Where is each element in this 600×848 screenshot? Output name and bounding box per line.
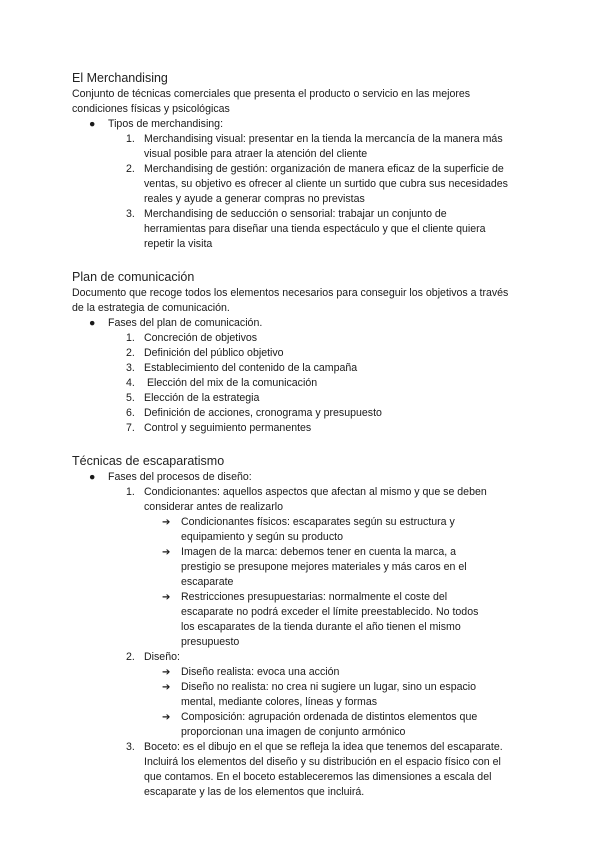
list-item: 2. Diseño: ➔ Diseño realista: evoca una acción ➔ Diseño no realista: no crea ni sugiere un lugar, sino un espacio mental, mediante colores, líneas y formas ➔ Composición: agrupación ordenada de distintos elementos que proporcionan una imagen de conjunto armónico [108, 650, 508, 740]
bullet-label: Tipos de merchandising: [108, 118, 224, 130]
sub-list-item: ➔ Composición: agrupación ordenada de distintos elementos que proporcionan una imagen de conjunto armónico [162, 711, 478, 738]
bullet-item [72, 316, 532, 436]
bullet-item [72, 117, 532, 252]
list-item: 7. Control y seguimiento permanentes [126, 422, 312, 434]
section-title: Plan de comunicación [72, 270, 195, 284]
bullet-dot-icon: ● [89, 317, 96, 329]
sub-list-item: ➔ Diseño no realista: no crea ni sugiere un lugar, sino un espacio mental, mediante colores, líneas y formas [162, 681, 477, 708]
list-item: 6. Definición de acciones, cronograma y presupuesto [126, 407, 382, 419]
sub-list-item: ➔ Condicionantes físicos: escaparates según su estructura y equipamiento y según su producto [162, 516, 455, 543]
bullet-item [72, 470, 532, 800]
arrow-right-icon: ➔ [162, 712, 171, 723]
section-intro: Conjunto de técnicas comerciales que presenta el producto o servicio en las mejores condiciones físicas y psicológicas [72, 88, 471, 115]
list-item: 3. Establecimiento del contenido de la campaña [126, 362, 358, 374]
arrow-right-icon: ➔ [162, 547, 171, 558]
list-item: 2. Merchandising de gestión: organización de manera eficaz de la superficie de ventas, su objetivo es ofrecer al cliente un surtido que cubra sus necesidades reales y ayude a generar compras no previstas [126, 163, 508, 205]
arrow-right-icon: ➔ [162, 592, 171, 603]
section-merchandising [72, 70, 532, 252]
list-item: 1. Merchandising visual: presentar en la tienda la mercancía de la manera más visual posible para atraer la atención del cliente [126, 133, 503, 160]
sub-list-item: ➔ Imagen de la marca: debemos tener en cuenta la marca, a prestigio se presupone mejores materiales y más caros en el escaparate [162, 546, 467, 588]
list-item: 1. Concreción de objetivos [126, 332, 258, 344]
arrow-right-icon: ➔ [162, 682, 171, 693]
section-title: Técnicas de escaparatismo [72, 454, 225, 468]
section-escaparatismo [72, 453, 532, 800]
list-item: 3. Merchandising de seducción o sensorial: trabajar un conjunto de herramientas para diseñar una tienda espectáculo y que el cliente quiera repetir la visita [126, 208, 486, 250]
sub-list-item: ➔ Restricciones presupuestarias: normalmente el coste del escaparate no podrá exceder el límite preestablecido. No todos los escaparates de la tienda durante el año tienen el mismo presupuesto [162, 591, 479, 648]
document-page [72, 70, 532, 800]
arrow-right-icon: ➔ [162, 517, 171, 528]
section-plan-comunicacion [72, 269, 532, 436]
bullet-label: Fases del procesos de diseño: [108, 471, 252, 483]
bullet-dot-icon: ● [89, 118, 96, 130]
section-title: El Merchandising [72, 71, 168, 85]
list-item: 5. Elección de la estrategia [126, 392, 260, 404]
sub-list-item: ➔ Diseño realista: evoca una acción [162, 666, 340, 678]
list-item: 1. Condicionantes: aquellos aspectos que afectan al mismo y que se deben considerar antes de realizarlo ➔ Condicionantes físicos: escaparates según su estructura y equipamiento y según su producto ➔ Imagen de la marca: debemos tener en cuenta la marca, a prestigio se presupone mejores materiales y más caros en el escaparate ➔ Restricciones presupuestarias: normalmente el coste del escaparate no podrá exceder el límite preestablecido. No todos los escaparates de la tienda durante el año tienen el mismo presupuesto [108, 485, 508, 650]
list-item: 3. Boceto: es el dibujo en el que se refleja la idea que tenemos del escaparate. Incluirá los elementos del diseño y su distribución en el espacio físico con el que contamos. En el boceto estableceremos las dimensiones a escala del escaparate y las de los elementos que incluirá. [126, 741, 503, 798]
section-intro: Documento que recoge todos los elementos necesarios para conseguir los objetivos a través de la estrategia de comunicación. [72, 287, 509, 314]
list-item: 2. Definición del público objetivo [126, 347, 284, 359]
list-item: 4. Elección del mix de la comunicación [126, 377, 318, 389]
arrow-right-icon: ➔ [162, 667, 171, 678]
bullet-dot-icon: ● [89, 471, 96, 483]
bullet-label: Fases del plan de comunicación. [108, 317, 263, 329]
